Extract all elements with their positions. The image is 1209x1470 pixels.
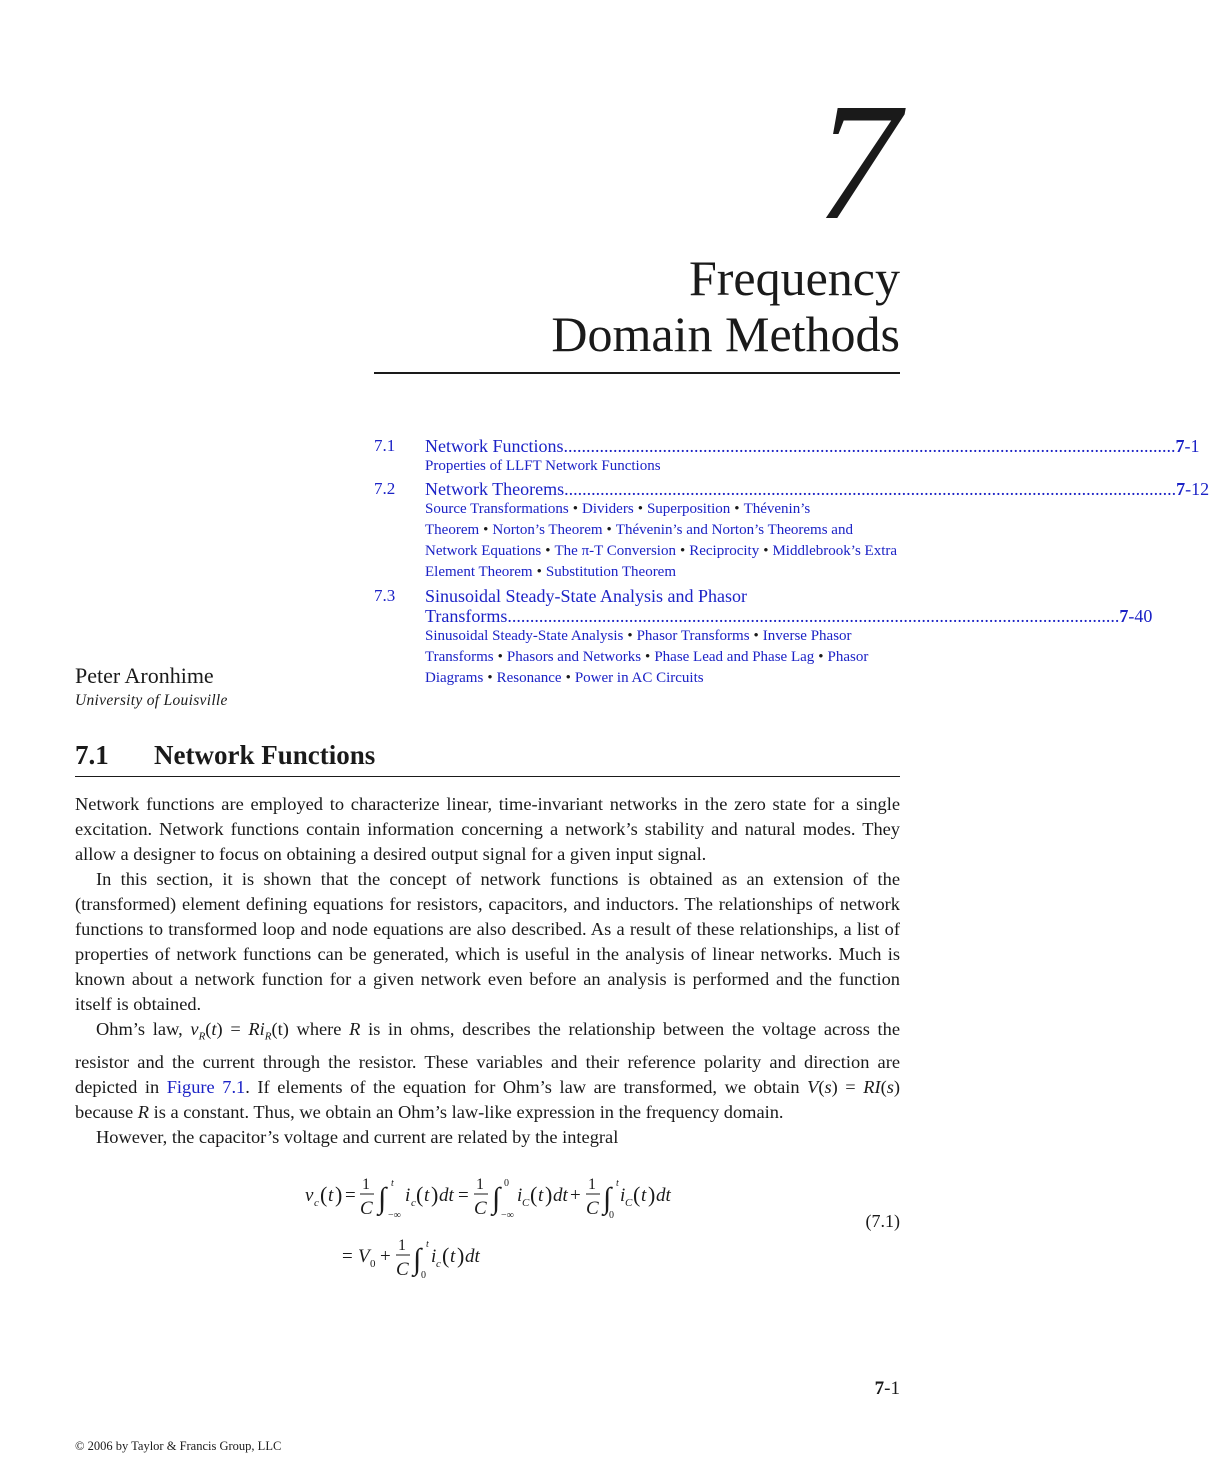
svg-text:=: =: [345, 1185, 356, 1206]
svg-text:(: (: [416, 1182, 424, 1207]
svg-text:): ): [431, 1182, 439, 1207]
bullet-separator: •: [483, 522, 489, 538]
toc-entry[interactable]: [374, 436, 1200, 477]
bullet-separator: •: [645, 649, 651, 665]
section-title: Network Functions: [154, 740, 376, 770]
equation-7-1: [300, 1168, 900, 1288]
section-heading: [75, 738, 375, 772]
toc-entry-title-row[interactable]: [425, 606, 1153, 626]
svg-text:(: (: [530, 1182, 538, 1207]
bullet-separator: •: [606, 522, 612, 538]
svg-text:1: 1: [362, 1176, 370, 1193]
toc-entry-number: 7.2: [374, 479, 396, 498]
svg-text:+: +: [570, 1185, 581, 1206]
toc-subitem[interactable]: The π-T Conversion: [554, 543, 676, 559]
svg-text:dt: dt: [439, 1185, 454, 1206]
svg-text:c: c: [314, 1197, 319, 1209]
svg-text:dt: dt: [656, 1185, 671, 1206]
toc-subitems: [425, 499, 900, 583]
svg-text:): ): [335, 1182, 343, 1207]
svg-text:i: i: [517, 1185, 523, 1206]
svg-text:(: (: [320, 1182, 328, 1207]
toc-entry[interactable]: [374, 479, 1209, 583]
paragraph: However, the capacitor’s voltage and current are related by the integral: [96, 1126, 619, 1147]
svg-text:−∞: −∞: [388, 1210, 401, 1221]
svg-text:dt: dt: [553, 1185, 568, 1206]
toc-subitems: [425, 456, 900, 477]
bullet-separator: •: [572, 501, 579, 517]
toc-subitem[interactable]: Norton’s Theorem: [492, 522, 603, 538]
svg-text:+: +: [380, 1246, 391, 1267]
chapter-divider: [374, 372, 900, 374]
svg-text:C: C: [396, 1259, 409, 1280]
body-text: [75, 792, 900, 1150]
bullet-separator: •: [753, 628, 759, 644]
toc-entry-page[interactable]: 7-1: [1175, 436, 1200, 456]
bullet-separator: •: [637, 501, 643, 517]
toc-subitem[interactable]: Reciprocity: [689, 543, 760, 559]
chapter-title-line2: Domain Methods: [551, 306, 900, 362]
toc-entry-number: 7.3: [374, 586, 396, 605]
toc-entry-page[interactable]: 7-40: [1119, 606, 1153, 626]
toc-subitem[interactable]: Thévenin’s and Norton’s Theorems and Network Equations: [425, 522, 853, 559]
chapter-title-line1: Frequency: [688, 250, 900, 306]
svg-text:=: =: [342, 1246, 353, 1267]
svg-text:∫: ∫: [603, 1182, 612, 1215]
svg-text:dt: dt: [465, 1246, 480, 1267]
svg-text:=: =: [458, 1185, 469, 1206]
svg-text:∫: ∫: [413, 1243, 422, 1276]
bullet-separator: •: [763, 543, 769, 559]
svg-text:C: C: [360, 1198, 373, 1219]
equation-number: (7.1): [865, 1211, 900, 1231]
svg-text:∫: ∫: [492, 1182, 501, 1215]
bullet-separator: •: [679, 543, 686, 559]
svg-text:i: i: [620, 1185, 626, 1206]
svg-text:C: C: [625, 1197, 633, 1209]
toc-subitem[interactable]: Middlebrook’s Extra Element Theorem: [425, 543, 898, 580]
toc-subitem[interactable]: Superposition: [646, 501, 731, 517]
chapter-toc: [374, 436, 1209, 689]
bullet-separator: •: [565, 670, 571, 686]
svg-text:i: i: [431, 1246, 437, 1267]
author-name: Peter Aronhime: [75, 663, 214, 688]
toc-entry-page[interactable]: 7-12: [1176, 479, 1209, 499]
svg-text:∫: ∫: [378, 1182, 387, 1215]
svg-text:): ): [545, 1182, 553, 1207]
section-rule: [75, 776, 900, 777]
toc-subitem[interactable]: Properties of LLFT Network Functions: [425, 458, 661, 474]
toc-subitem[interactable]: Resonance: [496, 670, 562, 686]
toc-leader-dots: ........................................................................................................................................: [563, 436, 1176, 456]
toc-subitem[interactable]: Phasors and Networks: [506, 649, 642, 665]
svg-text:1: 1: [398, 1237, 406, 1254]
toc-entry-title[interactable]: Network Functions: [425, 436, 564, 456]
svg-text:C: C: [522, 1197, 530, 1209]
toc-leader-dots: ........................................................................................................................................: [507, 606, 1120, 626]
copyright-notice: © 2006 by Taylor & Francis Group, LLC: [75, 1439, 282, 1453]
svg-text:1: 1: [476, 1176, 484, 1193]
author-affiliation: University of Louisville: [75, 692, 228, 709]
toc-entry-title-row[interactable]: [425, 436, 1200, 456]
toc-subitem[interactable]: Phasor Diagrams: [425, 649, 869, 686]
svg-text:0: 0: [609, 1210, 614, 1221]
toc-entry-title[interactable]: Sinusoidal Steady-State Analysis and Phasor: [425, 586, 747, 606]
svg-text:t: t: [424, 1185, 430, 1206]
toc-entry-title-continued[interactable]: Transforms: [425, 606, 508, 626]
toc-subitem[interactable]: Power in AC Circuits: [574, 670, 704, 686]
bullet-separator: •: [818, 649, 824, 665]
svg-text:0: 0: [370, 1258, 376, 1270]
page-number: 7-1: [874, 1378, 900, 1399]
svg-text:t: t: [450, 1246, 456, 1267]
bullet-separator: •: [545, 543, 551, 559]
svg-text:0: 0: [421, 1270, 426, 1281]
toc-subitem[interactable]: Dividers: [582, 501, 634, 517]
svg-text:t: t: [538, 1185, 544, 1206]
svg-text:C: C: [586, 1198, 599, 1219]
toc-entry-number: 7.1: [374, 436, 396, 455]
section-number: 7.1: [75, 740, 109, 770]
toc-subitem[interactable]: Source Transformations: [425, 501, 569, 517]
svg-text:(: (: [442, 1243, 450, 1268]
toc-entry-title[interactable]: Network Theorems: [425, 479, 565, 499]
svg-text:t: t: [328, 1185, 334, 1206]
paragraph: Network functions are employed to characterize linear, time-invariant networks in the zero state for a single excitation. Network functions contain information concerning a network’s stability and natural modes. They allow a designer to focus on obtaining a desired output signal for a given input signal.: [75, 794, 900, 864]
toc-subitem[interactable]: Substitution Theorem: [545, 564, 677, 580]
toc-leader-dots: ........................................................................................................................................: [564, 479, 1177, 499]
chapter-title: [551, 250, 900, 362]
toc-entry-title-row[interactable]: [425, 479, 1209, 499]
toc-subitem[interactable]: Phasor Transforms: [636, 628, 750, 644]
bullet-separator: •: [497, 649, 503, 665]
svg-text:v: v: [305, 1185, 314, 1206]
svg-text:c: c: [411, 1197, 416, 1209]
toc-entry-title-first-line[interactable]: [425, 586, 900, 606]
svg-text:t: t: [641, 1185, 647, 1206]
bullet-separator: •: [536, 564, 542, 580]
svg-text:C: C: [474, 1198, 487, 1219]
svg-text:(: (: [633, 1182, 641, 1207]
svg-text:): ): [648, 1182, 656, 1207]
svg-text:i: i: [405, 1185, 411, 1206]
figure-link[interactable]: Figure 7.1: [166, 1076, 246, 1097]
bullet-separator: •: [734, 501, 740, 517]
bullet-separator: •: [627, 628, 633, 644]
svg-text:0: 0: [504, 1178, 509, 1189]
bullet-separator: •: [487, 670, 493, 686]
svg-text:−∞: −∞: [501, 1210, 514, 1221]
svg-text:): ): [457, 1243, 465, 1268]
toc-subitem[interactable]: Inverse Phasor Transforms: [425, 628, 852, 665]
toc-subitem[interactable]: Thévenin’s Theorem: [425, 501, 811, 538]
svg-text:V: V: [358, 1246, 370, 1267]
svg-text:c: c: [436, 1258, 441, 1270]
paragraph: In this section, it is shown that the concept of network functions is obtained as an extension of the (transformed) element defining equations for resistors, capacitors, and inductors. The relationships of network functions to transformed loop and node equations are also described. As a result of these relationships, a list of properties of network functions can be generated, which is useful in the analysis of linear networks. Much is known about a network function for a given network even before an analysis is performed and the function itself is obtained.: [75, 869, 900, 1014]
toc-subitem[interactable]: Phase Lead and Phase Lag: [654, 649, 815, 665]
toc-entry[interactable]: [374, 586, 1153, 689]
paragraph: Ohm’s law, $v_R(t) = Ri_R(t)$ where R is in ohms, describes the relationship between the voltage across the resistor and the current through the resistor. These variables and their reference polarity and direction are depicted in Figure 7.1. If elements of the equation for Ohm’s law are transformed, we obtain V(s) = RI(s) because R is a constant. Thus, we obtain an Ohm’s law-like expression in the frequency domain.: [75, 1019, 901, 1122]
toc-subitem[interactable]: Sinusoidal Steady-State Analysis: [425, 628, 624, 644]
svg-text:t: t: [391, 1178, 394, 1189]
svg-text:t: t: [616, 1178, 619, 1189]
toc-subitems: [425, 626, 900, 689]
chapter-number: 7: [816, 69, 896, 255]
svg-text:1: 1: [588, 1176, 596, 1193]
svg-text:t: t: [426, 1239, 429, 1250]
